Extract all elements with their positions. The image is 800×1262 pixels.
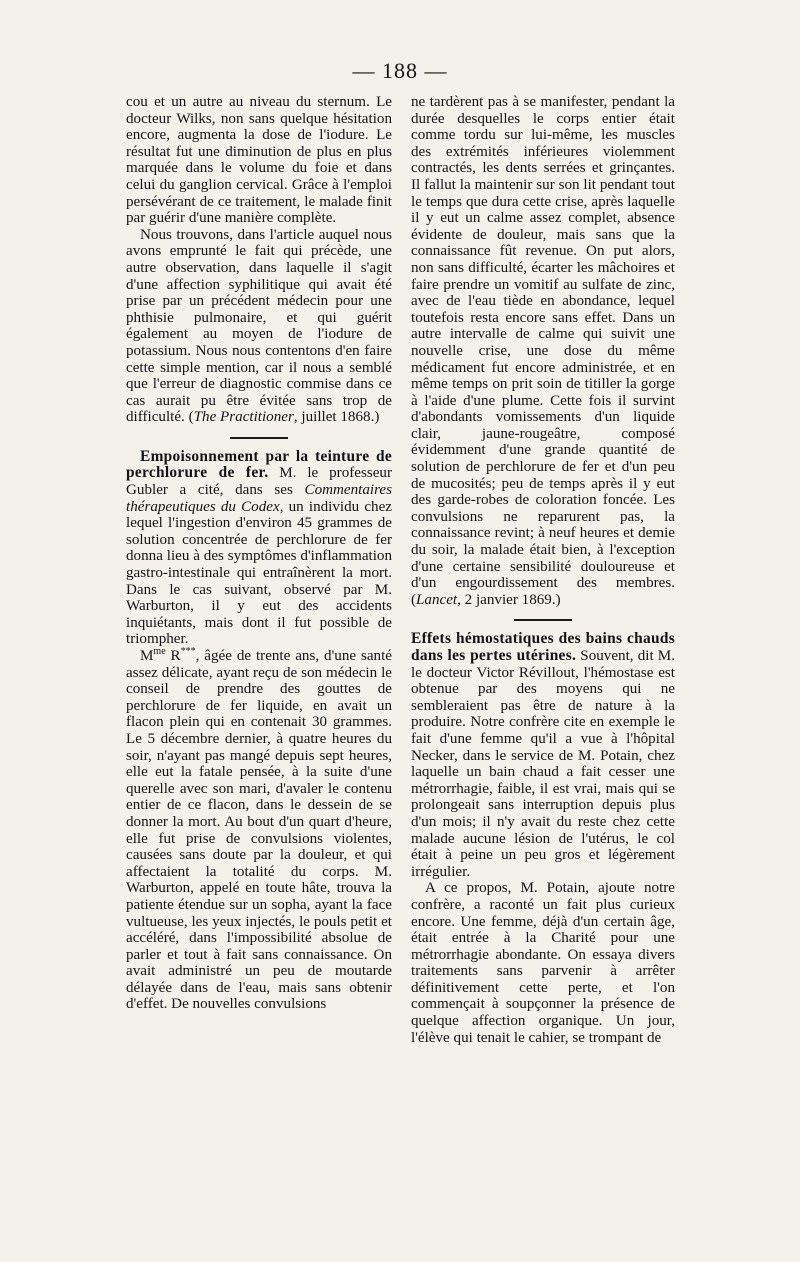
left-paragraph-4-sup2: *** xyxy=(180,645,196,657)
section-title-empoisonnement: Empoisonnement par la teinture de perchlorure de fer. xyxy=(126,447,392,482)
right-paragraph-1-date: 2 janvier 1869.) xyxy=(460,591,561,608)
left-paragraph-4-prefix: M xyxy=(140,648,154,664)
page-number: — 188 — xyxy=(352,58,448,83)
right-paragraph-2 xyxy=(411,631,675,880)
left-paragraph-3-citation: Commentaires thérapeutiques du Codex xyxy=(126,482,392,515)
left-paragraph-4-sup1: me xyxy=(153,645,166,657)
right-paragraph-1: ne tardèrent pas à se manifester, pendant la durée desquelles le corps entier était comme tordu sur lui-même, les muscles des extrémités inférieures violemment contractés, les dents serrées et grinçantes. Il fallut la maintenir sur son lit pendant tout le temps que dura cette crise, après laquelle il y eut un calme assez complet, absence évidente de douleur, mais sans que la connaissance fût revenue. On put alors, non sans difficulté, écarter les mâchoires et faire prendre un vomitif au sulfate de zinc, avec de l'eau tiède en abondance, lequel toutefois resta encore sans effet. Dans un autre intervalle de calme qui suivit une nouvelle crise, une dose du même médicament fut encore administrée, et en même temps on prit soin de titiller la gorge à l'aide d'une plume. Cette fois il survint d'abondants vomissements d'un liquide clair, jaune-rougeâtre, composé évidemment d'une grande quantité de solution de perchlorure de fer et d'un peu de mucosités; peu de temps après il y eut des garde-robes de coloration foncée. Les convulsions ne reparurent pas, la connaissance revint; à neuf heures et demie du soir, la malade était bien, à l'exception d'une certaine sensibilité douloureuse et d'un engourdissement des membres. (Lancet, 2 janvier 1869.) xyxy=(411,94,675,608)
left-paragraph-1: cou et un autre au niveau du sternum. Le docteur Wilks, non sans quelque hésitation encore, augmenta la dose de l'iodure. Le résultat fut une diminution de plus en plus marquée dans le volume du foie et dans celui du ganglion cervical. Grâce à l'emploi persévérant de ce traitement, le malade finit par guérir d'une manière complète. xyxy=(126,94,392,227)
section-divider xyxy=(514,619,572,621)
left-column xyxy=(126,94,392,1013)
left-paragraph-2-text: Nous trouvons, dans l'article auquel nous avons emprunté le fait qui précède, une autre observation, dans laquelle il s'agit d'une affection syphilitique qui avait été prise par un précédent médecin pour une phthisie pulmonaire, et qui guérit également au moyen de l'iodure de potassium. Nous nous contentons d'en faire cette simple mention, car il nous a semblé que l'erreur de diagnostic commise dans ce cas aurait pu être évitée sans trop de difficulté. xyxy=(126,226,392,426)
right-paragraph-1-text: ne tardèrent pas à se manifester, pendant la durée desquelles le corps entier était comme tordu sur lui-même, les muscles des extrémités inférieures violemment contractés, les dents serrées et grinçantes. Il fallut la maintenir sur son lit pendant tout le temps que dura cette crise, après laquelle il y eut un calme assez complet, absence évidente de douleur, mais sans que la connaissance fût revenue. On put alors, non sans difficulté, écarter les mâchoires et faire prendre un vomitif au sulfate de zinc, avec de l'eau tiède en abondance, lequel toutefois resta encore sans effet. Dans un autre intervalle de calme qui suivit une nouvelle crise, une dose du même médicament fut encore administrée, et en même temps on prit soin de titiller la gorge à l'aide d'une plume. Cette fois il survint d'abondants vomissements d'un liquide clair, jaune-rougeâtre, composé évidemment d'une grande quantité de solution de perchlorure de fer et d'un peu de mucosités; peu de temps après il y eut des garde-robes de coloration foncée. Les convulsions ne reparurent pas, la connaissance revint; à neuf heures et demie du soir, la malade était bien, à l'exception d'une certaine sensibilité douloureuse et d'un engourdissement des membres. xyxy=(411,94,675,592)
right-paragraph-1-source: Lancet, xyxy=(416,591,461,608)
right-paragraph-2-text: Souvent, dit M. le docteur Victor Révillout, l'hémostase est obtenue par des moyens qui ne sembleraient pas être de nature à la produire. Notre confrère cite en exemple le fait d'une femme qu'il a vue à l'hôpital Necker, dans le service de M. Potain, chez laquelle un bain chaud a fait cesser une métrorrhagie, faible, il est vrai, mais qui se prolongeait sans interruption depuis plus d'un mois; il n'y avait du reste chez cette malade aucune lésion de l'utérus, le col était à peine un peu gros et légèrement irrégulier. xyxy=(411,648,676,880)
left-paragraph-2-source: The Practitioner xyxy=(193,409,294,426)
left-paragraph-4-text: , âgée de trente ans, d'une santé assez délicate, ayant reçu de son médecin le conseil de prendre des gouttes de perchlorure de fer liquide, en avait un flacon plein qui en contenait 30 grammes. Le 5 décembre dernier, à quatre heures du soir, n'ayant pas mangé depuis sept heures, elle eut la fatale pensée, à la suite d'une querelle avec son mari, d'avaler le contenu entier de ce flacon, dans le dessein de se donner la mort. Au bout d'un quart d'heure, elle fut prise de convulsions violentes, causées sans doute par la douleur, et qui affectaient la totalité du corps. M. Warburton, appelé en toute hâte, trouva la patiente étendue sur un sopha, ayant la face vultueuse, les yeux injectés, le pouls petit et accéléré, dans l'impossibilité absolue de parler et tout à fait sans connaissance. On avait administré un peu de moutarde délayée dans de l'eau, mais sans obtenir d'effet. De nouvelles convulsions xyxy=(126,648,392,1013)
left-paragraph-3 xyxy=(126,449,392,648)
right-column xyxy=(411,94,675,1046)
left-paragraph-4-name: R xyxy=(165,648,181,664)
left-paragraph-3-start: M. le professeur Gubler a cité, dans ses xyxy=(126,465,392,499)
left-paragraph-4 xyxy=(126,645,392,1013)
left-paragraph-3-end: , un individu chez lequel l'ingestion d'environ 45 grammes de solution concentrée de perchlorure de fer donna lieu à des symptômes d'inflammation gastro-intestinale qui entraînèrent la mort. Dans le cas suivant, observé par M. Warburton, il y eut des accidents inquiétants, mais dont il fut possible de triompher. xyxy=(126,498,392,648)
left-paragraph-2-date: juillet 1868.) xyxy=(301,409,380,426)
section-divider xyxy=(230,437,288,439)
right-paragraph-3: A ce propos, M. Potain, ajoute notre confrère, a raconté un fait plus curieux encore. Une femme, déjà d'un certain âge, était entrée à la Charité pour une métrorrhagie abondante. On essaya divers traitements sans parvenir à arrêter définitivement cette perte, et l'on commençait à soupçonner la présence de quelque affection organique. Un jour, l'élève qui tenait le cahier, se trompant de xyxy=(411,880,675,1046)
left-paragraph-2: Nous trouvons, dans l'article auquel nous avons emprunté le fait qui précède, une autre observation, dans laquelle il s'agit d'une affection syphilitique qui avait été prise par un précédent médecin pour une phthisie pulmonaire, et qui guérit également au moyen de l'iodure de potassium. Nous nous contentons d'en faire cette simple mention, car il nous a semblé que l'erreur de diagnostic commise dans ce cas aurait pu être évitée sans trop de difficulté. (The Practitioner, juillet 1868.) xyxy=(126,226,392,426)
section-title-effets-hemostatiques: Effets hémostatiques des bains chauds dans les pertes utérines. xyxy=(411,630,675,664)
